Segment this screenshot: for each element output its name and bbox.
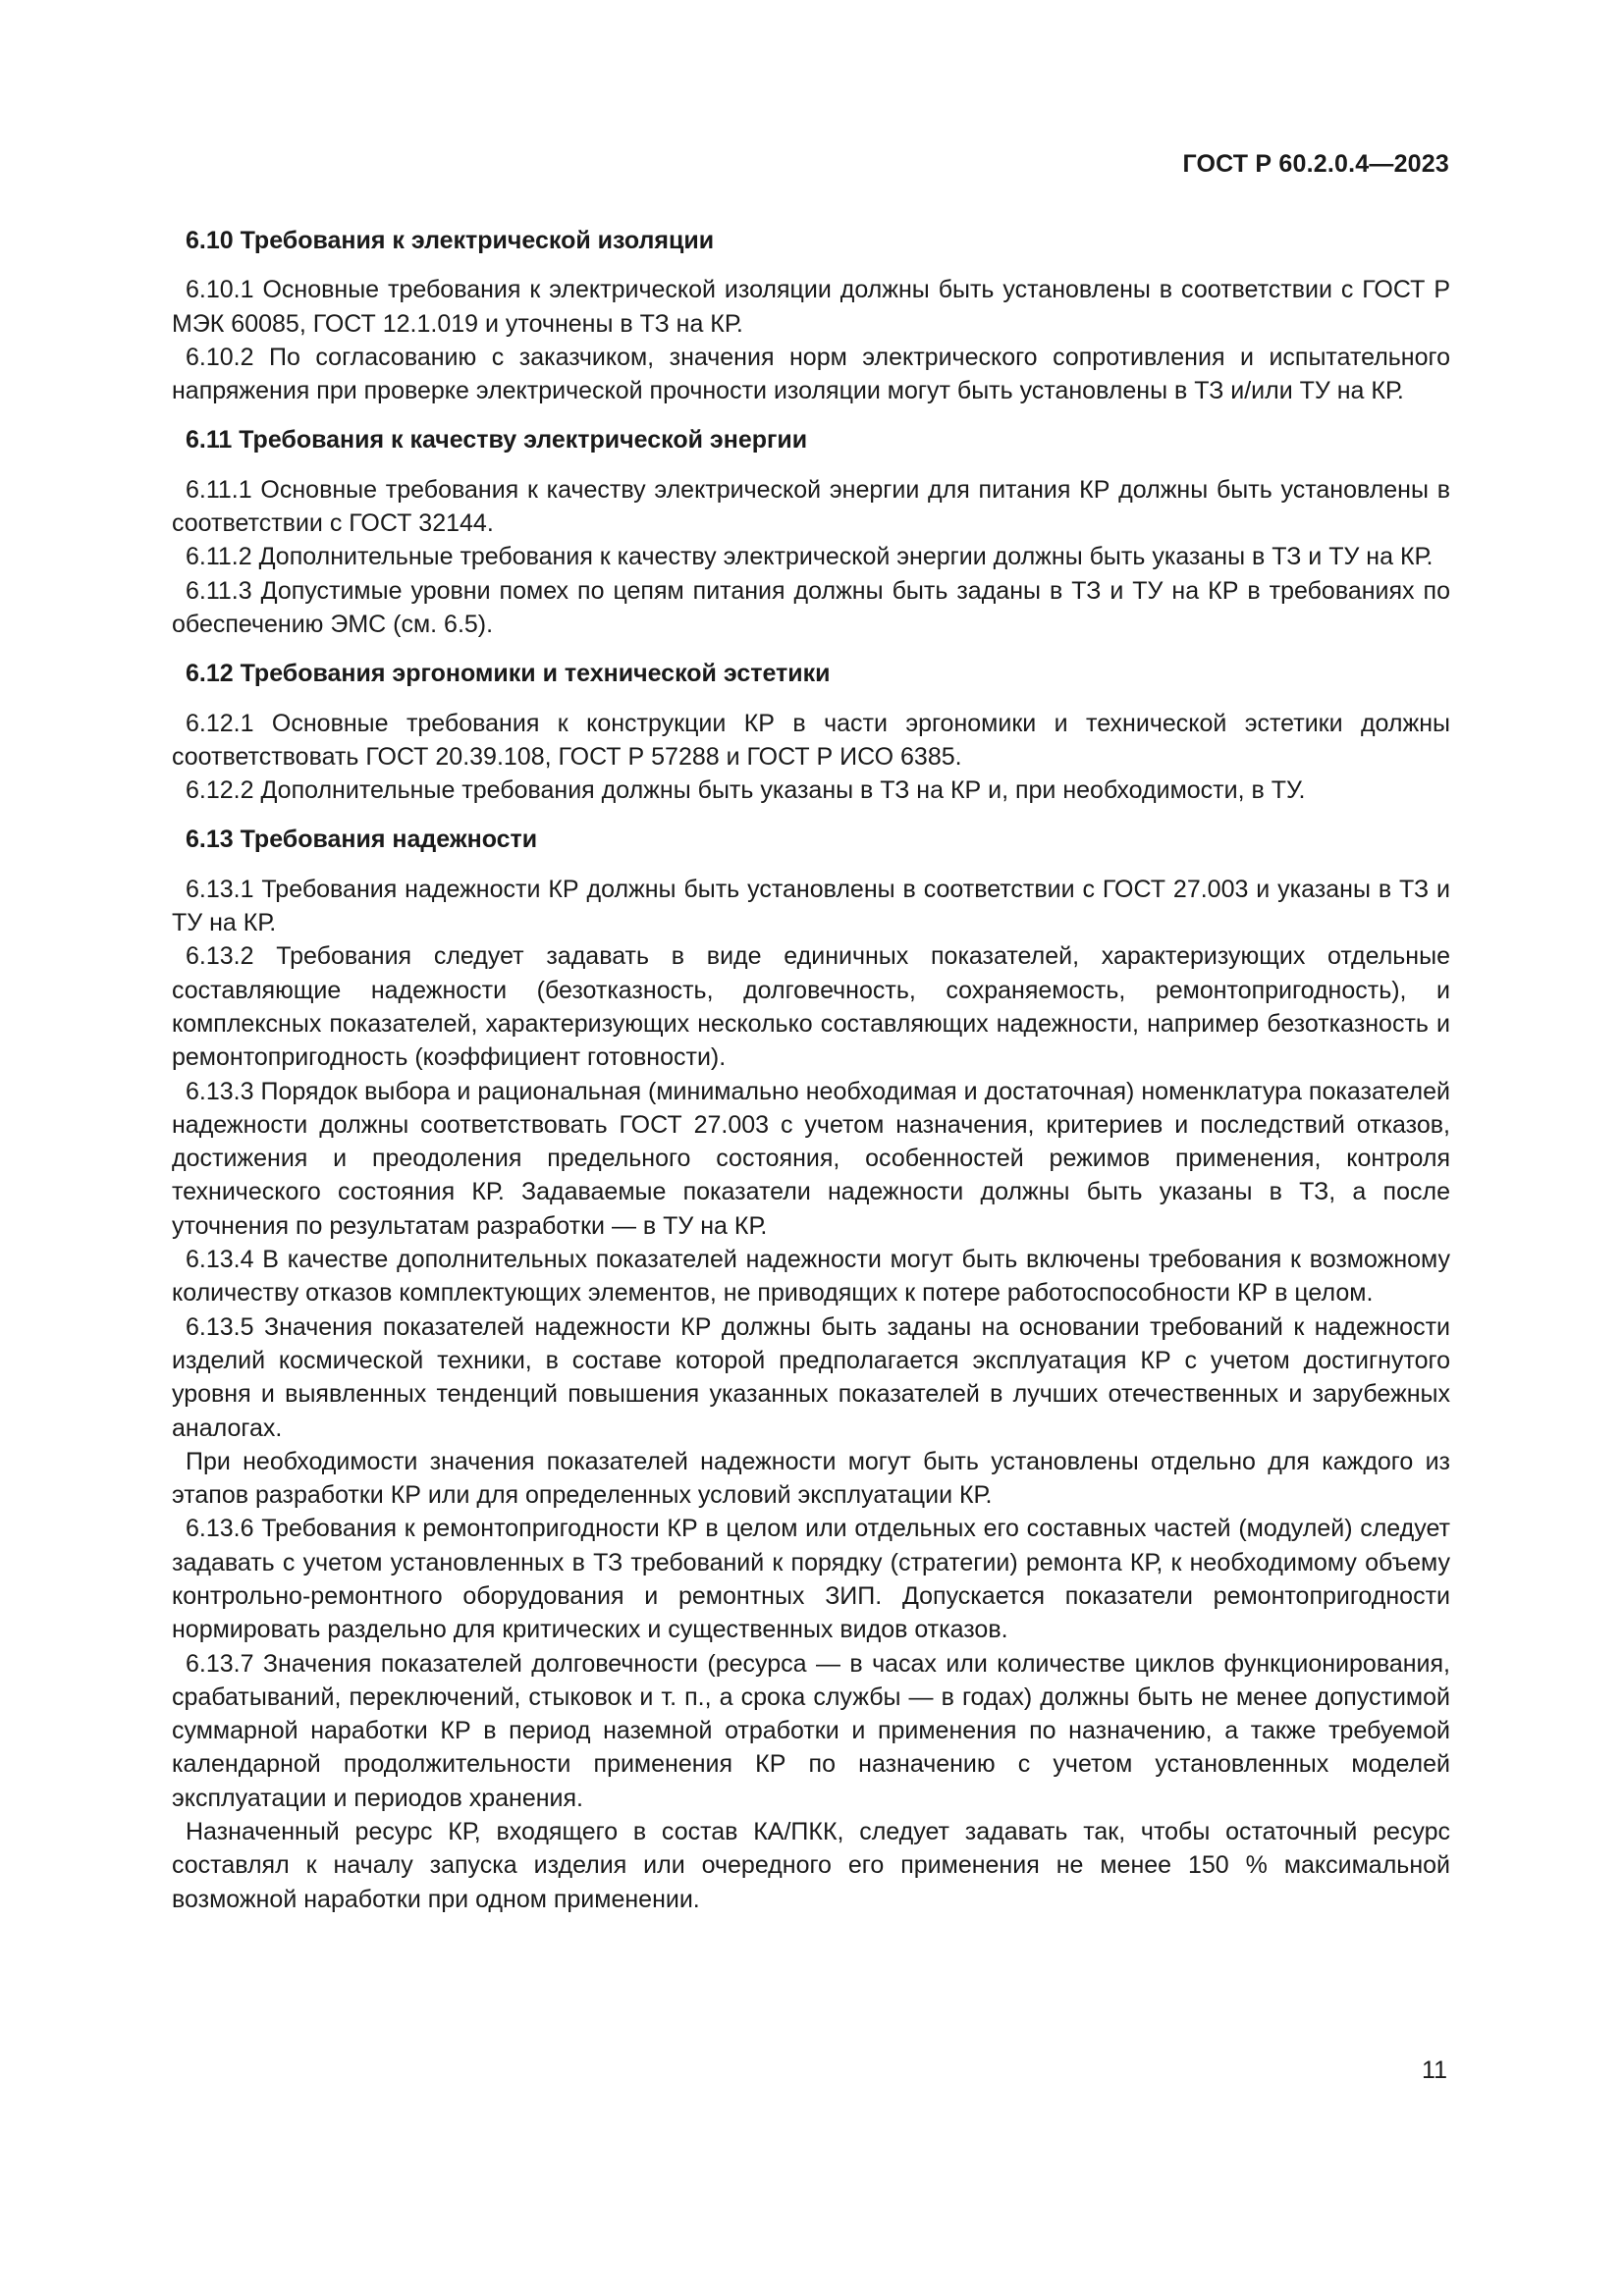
section-6-12 (172, 657, 1450, 807)
section-heading: 6.13 Требования надежности (186, 826, 538, 854)
document-code-header: ГОСТ Р 60.2.0.4—2023 (1182, 150, 1449, 178)
paragraph: 6.11.2 Дополнительные требования к качеству электрической энергии должны быть указаны в ТЗ и ТУ на КР. (186, 543, 1434, 571)
paragraph: 6.13.4 В качестве дополнительных показателей надежности могут быть включены требования к возможному количеству отказов комплектующих элементов, не приводящих к потере работоспособности КР в целом. (172, 1246, 1450, 1308)
paragraph: 6.13.6 Требования к ремонтопригодности КР в целом или отдельных его составных частей (модулей) следует задавать с учетом установленных в ТЗ требований к порядку (стратегии) ремонта КР, к необходимому объему контрольно-ремонтного оборудования и ремонтных ЗИП. Допускается показатели ремонтопригодности нормировать раздельно для критических и существенных видов отказов. (172, 1515, 1450, 1644)
paragraph: 6.11.3 Допустимые уровни помех по цепям питания должны быть заданы в ТЗ и ТУ на КР в требованиях по обеспечению ЭМС (см. 6.5). (172, 576, 1450, 638)
paragraph: 6.11.1 Основные требования к качеству электрической энергии для питания КР должны быть установлены в соответствии с ГОСТ 32144. (172, 475, 1450, 538)
paragraph: 6.12.1 Основные требования к конструкции КР в части эргономики и технической эстетики должны соответствовать ГОСТ 20.39.108, ГОСТ Р 57288 и ГОСТ Р ИСО 6385. (172, 709, 1450, 771)
section-6-11 (172, 423, 1450, 641)
section-heading: 6.11 Требования к качеству электрической энергии (186, 426, 808, 454)
document-body (172, 224, 1450, 1932)
paragraph: 6.13.5 Значения показателей надежности КР должны быть заданы на основании требований к надежности изделий космической техники, в составе которой предполагается эксплуатация КР с учетом достигнутого уровня и выявленных тенденций повышения указанных показателей в лучших отечественных и зарубежных аналогах. (172, 1312, 1450, 1442)
paragraph: 6.10.1 Основные требования к электрической изоляции должны быть установлены в соответствии с ГОСТ Р МЭК 60085, ГОСТ 12.1.019 и уточнены в ТЗ на КР. (172, 276, 1450, 338)
section-heading: 6.10 Требования к электрической изоляции (186, 227, 715, 254)
page-number: 11 (1422, 2056, 1447, 2084)
section-6-10 (172, 224, 1450, 407)
paragraph: При необходимости значения показателей надежности могут быть установлены отдельно для каждого из этапов разработки КР или для определенных условий эксплуатации КР. (172, 1447, 1450, 1510)
paragraph: 6.13.2 Требования следует задавать в виде единичных показателей, характеризующих отдельные составляющие надежности (безотказность, долговечность, сохраняемость, ремонтопригодность), и комплексных показателей, характеризующих несколько составляющих надежности, например безотказность и ремонтопригодность (коэффициент готовности). (172, 942, 1450, 1072)
paragraph: Назначенный ресурс КР, входящего в состав КА/ПКК, следует задавать так, чтобы остаточный ресурс составлял к началу запуска изделия или очередного его применения не менее 150 % максимальной возможной наработки при одном применении. (172, 1818, 1450, 1913)
paragraph: 6.12.2 Дополнительные требования должны быть указаны в ТЗ на КР и, при необходимости, в ТУ. (186, 776, 1306, 805)
paragraph: 6.13.1 Требования надежности КР должны быть установлены в соответствии с ГОСТ 27.003 и указаны в ТЗ и ТУ на КР. (172, 875, 1450, 937)
paragraph: 6.13.3 Порядок выбора и рациональная (минимально необходимая и достаточная) номенклатура показателей надежности должны соответствовать ГОСТ 27.003 с учетом назначения, критериев и последствий отказов, достижения и преодоления предельного состояния, особенностей режимов применения, контроля технического состояния КР. Задаваемые показатели надежности должны быть указаны в ТЗ, а после уточнения по результатам разработки — в ТУ на КР. (172, 1077, 1450, 1240)
section-heading: 6.12 Требования эргономики и технической эстетики (186, 660, 831, 688)
section-6-13 (172, 823, 1450, 1916)
paragraph: 6.13.7 Значения показателей долговечности (ресурса — в часах или количестве циклов функционирования, срабатываний, переключений, стыковок и т. п., а срока службы — в годах) должны быть не менее допустимой суммарной наработки КР в период наземной отработки и применения по назначению, а также требуемой календарной продолжительности применения КР по назначению с учетом установленных моделей эксплуатации и периодов хранения. (172, 1649, 1450, 1812)
paragraph: 6.10.2 По согласованию с заказчиком, значения норм электрического сопротивления и испытательного напряжения при проверке электрической прочности изоляции могут быть установлены в ТЗ и/или ТУ на КР. (172, 343, 1450, 405)
